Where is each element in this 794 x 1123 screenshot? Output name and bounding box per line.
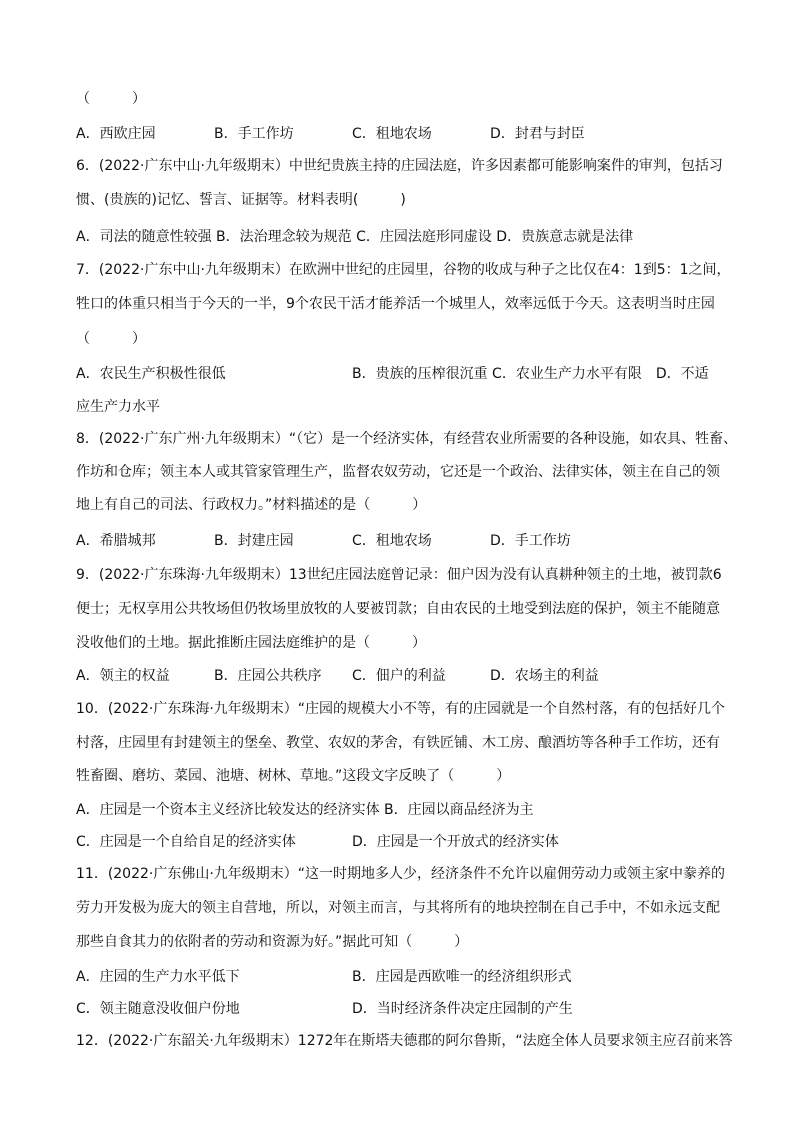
question-9-option-d[interactable]: D．农场主的利益 [490, 668, 599, 684]
question-10-option-c[interactable]: C．庄园是一个自给自足的经济实体 [76, 834, 296, 850]
option-c[interactable]: C．租地农场 [352, 126, 432, 142]
question-9-option-b[interactable]: B．庄园公共秩序 [214, 668, 322, 684]
question-6-options[interactable]: A．司法的随意性较强 B．法治理念较为规范 C．庄园法庭形同虚设 D．贵族意志就是法律 [76, 229, 634, 245]
question-11-line-1: 11．(2022·广东佛山·九年级期末）“这一时期地多人少，经济条件不允许以雇佣劳动力或领主家中豢养的 [76, 866, 726, 882]
question-8-option-d[interactable]: D．手工作坊 [490, 533, 571, 549]
question-9-line-1: 9．(2022·广东珠海·九年级期末）13世纪庄园法庭曾记录：佃户因为没有认真耕种领主的土地，被罚款6 [76, 567, 722, 583]
question-11-option-b[interactable]: B．庄园是西欧唯一的经济组织形式 [352, 969, 572, 985]
question-7-option-a[interactable]: A．农民生产积极性很低 [76, 366, 226, 382]
question-7-options-bcd[interactable]: B．贵族的压榨很沉重 C．农业生产力水平有限 D．不适 [352, 366, 709, 382]
option-a[interactable]: A．西欧庄园 [76, 126, 156, 142]
question-10-options-ab[interactable]: A．庄园是一个资本主义经济比较发达的经济实体 B．庄园以商品经济为主 [76, 802, 534, 818]
question-7-option-d-cont: 应生产力水平 [76, 399, 160, 415]
question-7-line-3: （ ） [76, 331, 146, 347]
question-8-line-1: 8．(2022·广东广州·九年级期末）“（它）是一个经济实体，有经营农业所需要的各种设施，如农具、牲畜、 [76, 431, 738, 447]
question-10-option-d[interactable]: D．庄园是一个开放式的经济实体 [352, 834, 559, 850]
question-7-line-2: 牲口的体重只相当于今天的一半，9个农民干活才能养活一个城里人，效率远低于今天。这表明当时庄园 [76, 296, 715, 312]
question-8-line-2: 作坊和仓库；领主本人或其管家管理生产，监督农奴劳动，它还是一个政治、法律实体，领主在自己的领 [76, 464, 720, 480]
question-11-line-2: 劳力开发极为庞大的领主自营地，所以，对领主而言，与其将所有的地块控制在自己手中，不如永远支配 [76, 900, 720, 916]
question-8-option-c[interactable]: C．租地农场 [352, 533, 432, 549]
question-6-line-2: 惯、(贵族的)记忆、誓言、证据等。材料表明( ) [76, 192, 406, 208]
question-8-option-b[interactable]: B．封建庄园 [214, 533, 294, 549]
option-b[interactable]: B．手工作坊 [214, 126, 294, 142]
question-9-option-c[interactable]: C．佃户的利益 [352, 668, 446, 684]
question-9-line-3: 没收他们的土地。据此推断庄园法庭维护的是（ ） [76, 635, 426, 651]
question-11-option-d[interactable]: D．当时经济条件决定庄园制的产生 [352, 1001, 573, 1017]
question-11-option-a[interactable]: A．庄园的生产力水平低下 [76, 969, 240, 985]
question-10-line-1: 10．(2022·广东珠海·九年级期末）“庄园的规模大小不等，有的庄园就是一个自然村落，有的包括好几个 [76, 701, 726, 717]
question-11-option-c[interactable]: C．领主随意没收佃户份地 [76, 1001, 240, 1017]
question-9-option-a[interactable]: A．领主的权益 [76, 668, 170, 684]
question-8-option-a[interactable]: A．希腊城邦 [76, 533, 156, 549]
question-6-line-1: 6．(2022·广东中山·九年级期末）中世纪贵族主持的庄园法庭，许多因素都可能影响案件的审判，包括习 [76, 158, 723, 174]
question-11-line-3: 那些自食其力的依附者的劳动和资源为好。”据此可知（ ） [76, 934, 469, 950]
question-7-line-1: 7．(2022·广东中山·九年级期末）在欧洲中世纪的庄园里，谷物的收成与种子之比仅在4：1到5：1之间， [76, 262, 731, 278]
answer-blank: （ ） [76, 91, 146, 107]
question-9-line-2: 便士；无权享用公共牧场但仍牧场里放牧的人要被罚款；自由农民的土地受到法庭的保护，领主不能随意 [76, 601, 720, 617]
question-10-line-2: 村落，庄园里有封建领主的堡垒、教堂、农奴的茅舍，有铁匠铺、木工房、酿酒坊等各种手工作坊，还有 [76, 735, 720, 751]
question-8-line-3: 地上有自己的司法、行政权力。”材料描述的是（ ） [76, 497, 427, 513]
question-10-line-3: 牲畜圈、磨坊、菜园、池塘、树林、草地。”这段文字反映了（ ） [76, 768, 511, 784]
option-d[interactable]: D．封君与封臣 [490, 126, 585, 142]
question-12-line-1: 12．(2022·广东韶关·九年级期末）1272年在斯塔夫德郡的阿尔鲁斯，“法庭全体人员要求领主应召前来答 [76, 1033, 733, 1049]
